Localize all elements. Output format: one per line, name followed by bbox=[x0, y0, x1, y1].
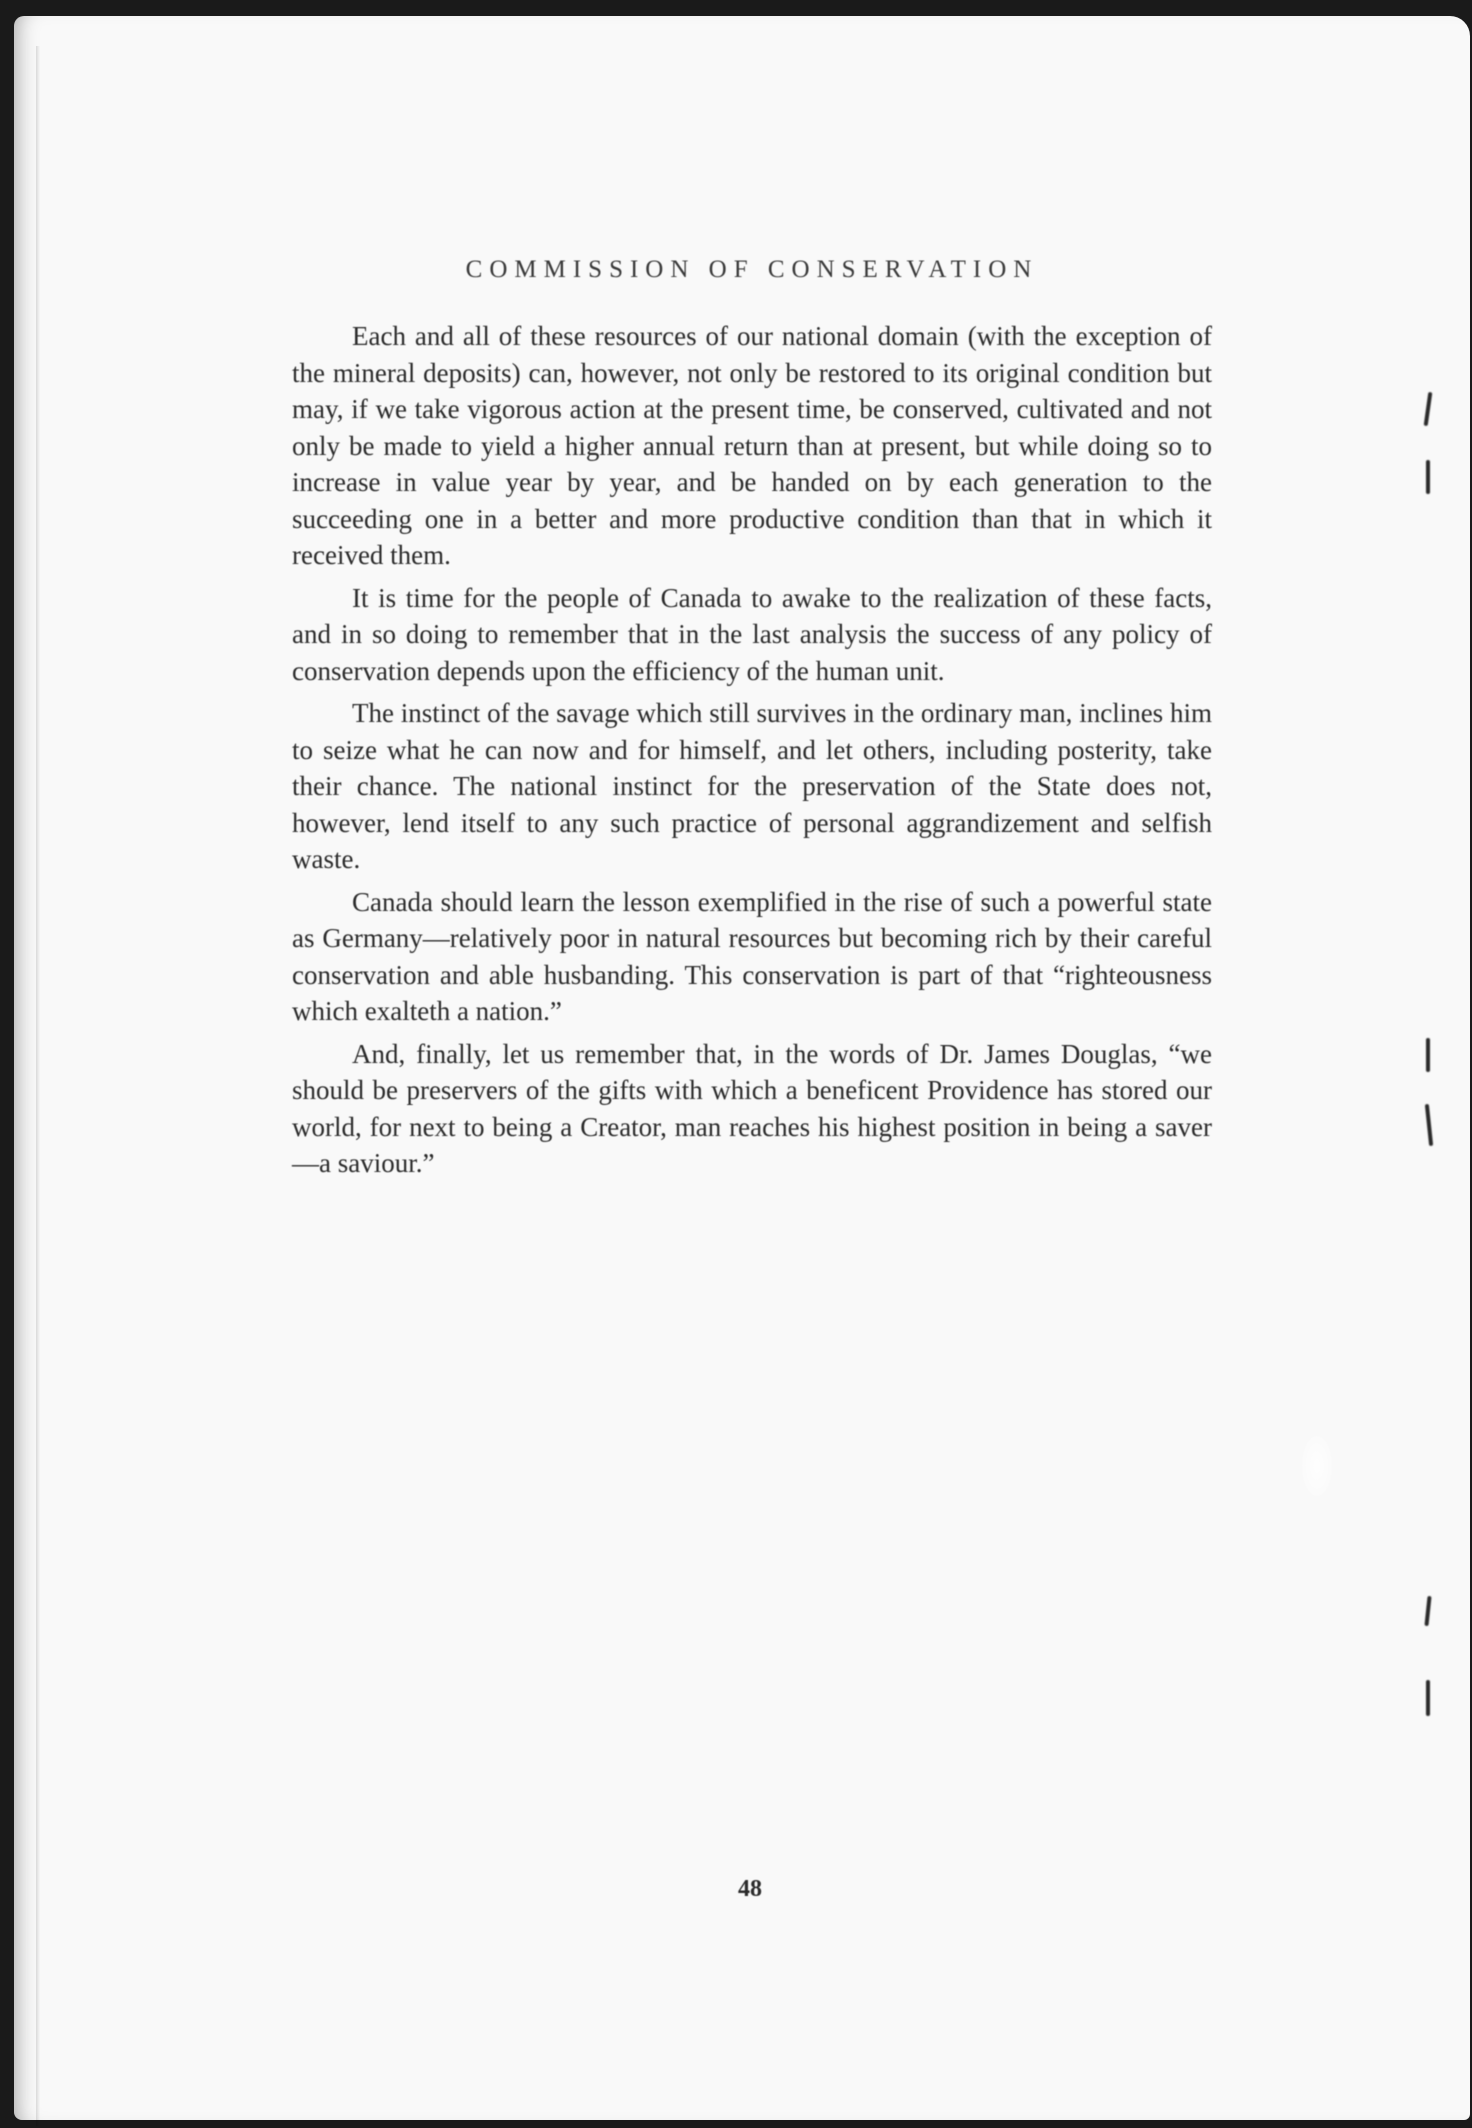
paragraph: Each and all of these resources of our national domain (with the exception of the mineral deposits) can, however, not only be restored to its original condition but may, if we take vigorous action at the present time, be conserved, cultivated and not only be made to yield a higher annual return than at present, but while doing so to increase in value year by year, and be handed on by each generation to the succeeding one in a better and more productive condition than that in which it received them. bbox=[292, 321, 1212, 570]
scan-smudge bbox=[1302, 1436, 1332, 1496]
margin-mark bbox=[1426, 460, 1430, 494]
running-head: COMMISSION OF CONSERVATION bbox=[465, 256, 1039, 283]
paragraph: And, finally, let us remember that, in the words of Dr. James Douglas, “we should be preservers of the gifts with which a beneficent Providence has stored our world, for next to being a Creator, man reaches his highest position in being a saver—a saviour.” bbox=[292, 1038, 1212, 1178]
margin-mark bbox=[1426, 1680, 1430, 1716]
page-binding-shadow bbox=[36, 46, 40, 2126]
paragraph: Canada should learn the lesson exemplified in the rise of such a powerful state as Germany—relatively poor in natural resources but becoming rich by their careful conservation and able husbanding. This conservation is part of that “righteousness which exalteth a nation.” bbox=[292, 886, 1212, 1026]
paragraph: The instinct of the savage which still survives in the ordinary man, inclines him to seize what he can now and for himself, and let others, including posterity, take their chance. The national instinct for the preservation of the State does not, however, lend itself to any such practice of personal aggrandizement and selfish waste. bbox=[292, 698, 1212, 874]
body-text bbox=[292, 318, 1212, 1188]
paragraph: It is time for the people of Canada to awake to the realization of these facts, and in so doing to remember that in the last analysis the success of any policy of conservation depends upon the efficiency of the human unit. bbox=[292, 582, 1212, 686]
page-number: 48 bbox=[738, 1876, 762, 1902]
margin-mark bbox=[1426, 1038, 1430, 1072]
